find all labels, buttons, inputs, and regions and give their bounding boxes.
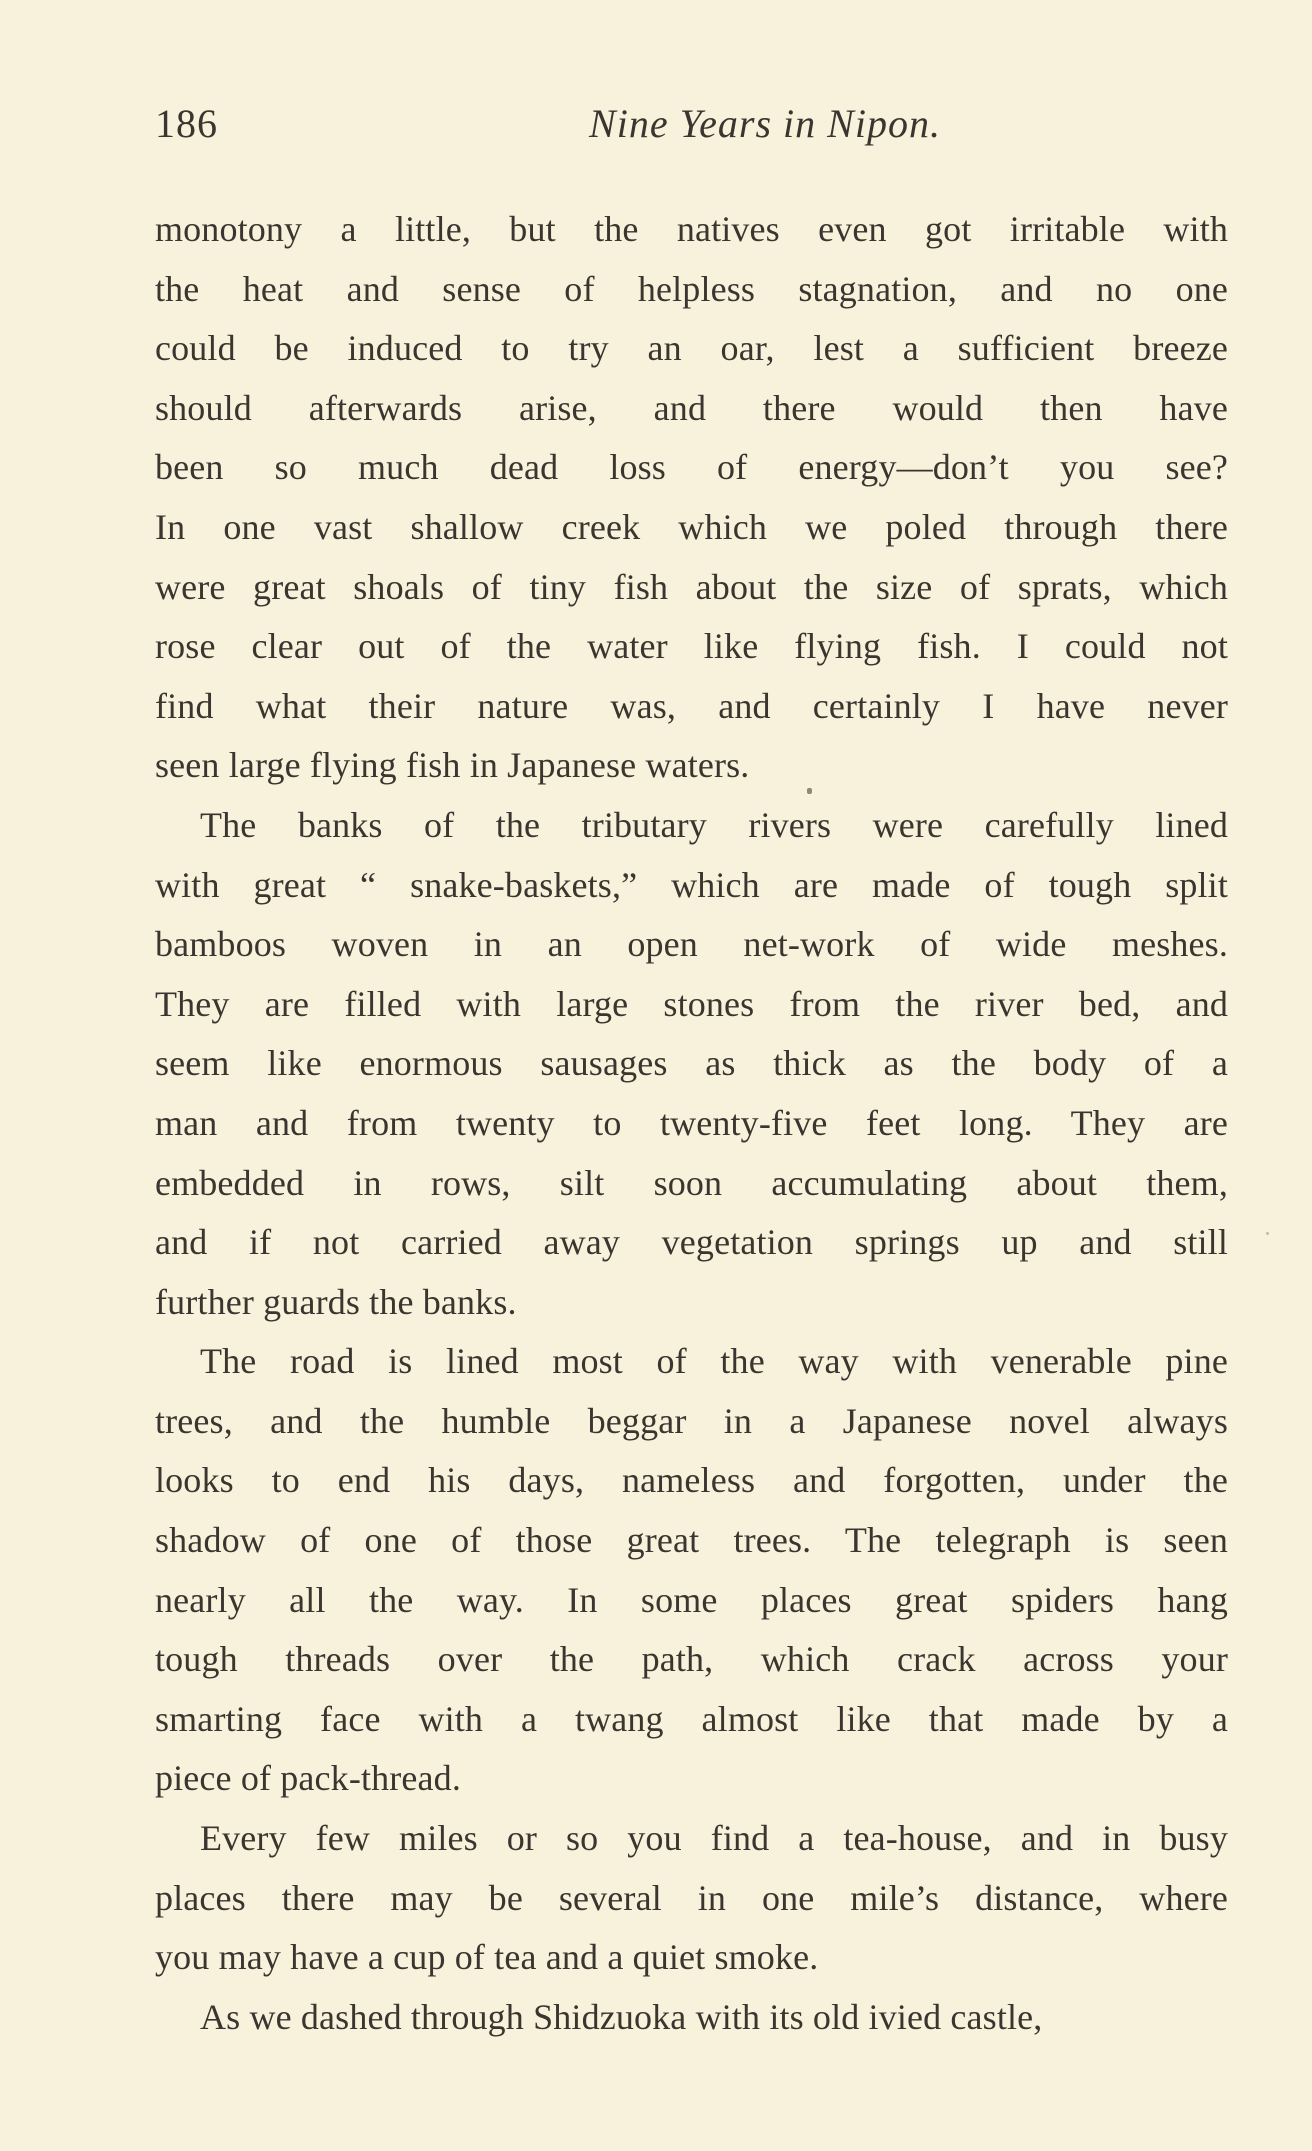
text-line: shadow of one of those great trees. The telegraph is seen — [155, 1520, 1228, 1561]
text-line: In one vast shallow creek which we poled through there — [155, 506, 1228, 547]
text-line: nearly all the way. In some places great spiders hang — [155, 1579, 1228, 1620]
paragraph-last-line: you may have a cup of tea and a quiet smoke. — [155, 1937, 819, 1978]
text-line: monotony a little, but the natives even got irritable with — [155, 209, 1228, 249]
text-line: man and from twenty to twenty-five feet long. They are — [155, 1102, 1228, 1143]
text-line: They are filled with large stones from the river bed, and — [155, 983, 1228, 1024]
ink-speck — [1266, 1232, 1269, 1235]
text-line: rose clear out of the water like flying fish. I could not — [155, 626, 1228, 667]
paragraph-last-line: seen large flying fish in Japanese waters. — [155, 745, 750, 786]
text-line: with great “ snake-baskets,” which are made of tough split — [155, 864, 1228, 905]
text-line: embedded in rows, silt soon accumulating about them, — [155, 1162, 1228, 1203]
text-line: trees, and the humble beggar in a Japanese novel always — [155, 1400, 1228, 1441]
paragraph-first-line: As we dashed through Shidzuoka with its old ivied castle, — [200, 1996, 1043, 2037]
body-text — [155, 200, 1228, 2047]
text-line: and if not carried away vegetation springs up and still — [155, 1222, 1228, 1263]
text-line: were great shoals of tiny fish about the size of sprats, which — [155, 566, 1228, 607]
text-line: find what their nature was, and certainly I have never — [155, 685, 1228, 726]
text-line: been so much dead loss of energy—don’t you see? — [155, 447, 1228, 488]
paragraph-last-line: piece of pack-thread. — [155, 1758, 461, 1799]
text-line: looks to end his days, nameless and forgotten, under the — [155, 1460, 1228, 1501]
page-number: 186 — [155, 101, 218, 146]
running-title: Nine Years in Nipon. — [589, 101, 941, 146]
paragraph-last-line: further guards the banks. — [155, 1281, 517, 1322]
text-line: could be induced to try an oar, lest a sufficient breeze — [155, 328, 1228, 369]
text-line: seem like enormous sausages as thick as the body of a — [155, 1043, 1228, 1084]
text-line: bamboos woven in an open net-work of wide meshes. — [155, 924, 1228, 965]
text-line: smarting face with a twang almost like that made by a — [155, 1698, 1228, 1739]
text-line: places there may be several in one mile’s distance, where — [155, 1877, 1228, 1918]
text-line: tough threads over the path, which crack across your — [155, 1639, 1228, 1680]
text-line: the heat and sense of helpless stagnation, and no one — [155, 268, 1228, 309]
paragraph-first-line: The road is lined most of the way with venerable pine — [200, 1341, 1228, 1382]
running-head — [155, 92, 1235, 152]
ink-speck — [807, 788, 812, 794]
paragraph-first-line: Every few miles or so you find a tea-house, and in busy — [200, 1818, 1228, 1859]
paragraph-first-line: The banks of the tributary rivers were carefully lined — [200, 804, 1228, 845]
text-line: should afterwards arise, and there would then have — [155, 387, 1228, 428]
